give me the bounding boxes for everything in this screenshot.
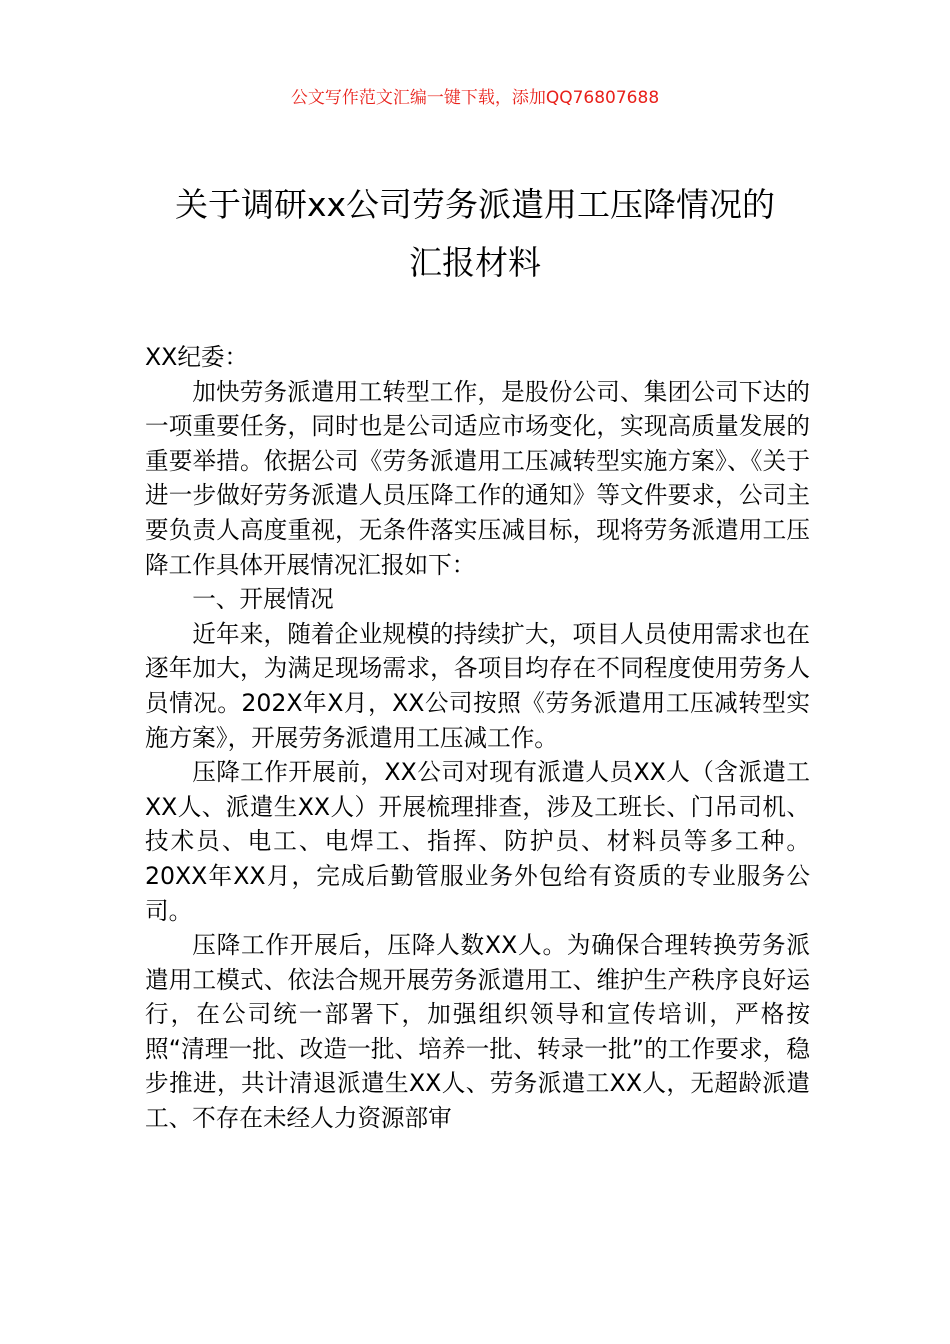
document-title: [100, 176, 850, 292]
section-heading-1: 一、开展情况: [192, 585, 334, 614]
document-body: [145, 340, 810, 1136]
paragraph-intro: 加快劳务派遣用工转型工作，是股份公司、集团公司下达的一项重要任务，同时也是公司适应市场变化，实现高质量发展的重要举措。依据公司《劳务派遣用工压减转型实施方案》、《关于进一步做好劳务派遣人员压降工作的通知》等文件要求，公司主要负责人高度重视，无条件落实压减目标，现将劳务派遣用工压降工作具体开展情况汇报如下：: [145, 377, 810, 579]
download-banner: 公文写作范文汇编一键下载，添加QQ76807688: [290, 88, 660, 108]
salutation: XX纪委：: [145, 343, 249, 371]
document-title-line-2: 汇报材料: [409, 243, 541, 282]
paragraph-after-reduction: 压降工作开展后，压降人数XX人。为确保合理转换劳务派遣用工模式、依法合规开展劳务派遣用工、维护生产秩序良好运行，在公司统一部署下，加强组织领导和宣传培训，严格按照“清理一批、改造一批、培养一批、转录一批”的工作要求，稳步推进，共计清退派遣生XX人、劳务派遣工XX人，无超龄派遣工、不存在未经人力资源部审: [145, 931, 810, 1133]
paragraph-before-reduction: 压降工作开展前，XX公司对现有派遣人员XX人（含派遣工XX人、派遣生XX人）开展梳理排查，涉及工班长、门吊司机、技术员、电工、电焊工、指挥、防护员、材料员等多工种。20XX年XX月，完成后勤管服业务外包给有资质的专业服务公司。: [145, 758, 810, 925]
paragraph-background: 近年来，随着企业规模的持续扩大，项目人员使用需求也在逐年加大，为满足现场需求，各项目均存在不同程度使用劳务人员情况。202X年X月，XX公司按照《劳务派遣用工压减转型实施方案》，开展劳务派遣用工压减工作。: [145, 619, 810, 752]
document-title-line-1: 关于调研xx公司劳务派遣用工压降情况的: [174, 185, 776, 224]
